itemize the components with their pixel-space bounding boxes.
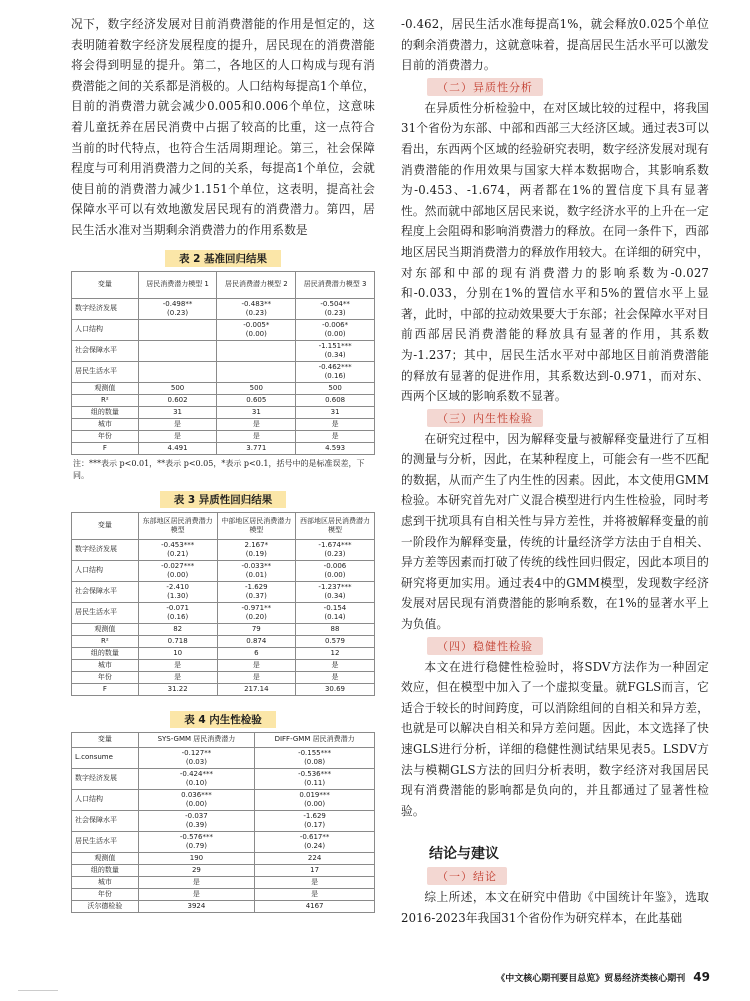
table-row [72, 683, 375, 695]
table-cell [138, 831, 255, 852]
standard-error: (0.00) [245, 329, 267, 338]
table-cell-variable: 人口结构 [72, 789, 139, 810]
standard-error: (0.00) [185, 799, 207, 808]
table-cell-variable: 居民生活水平 [72, 361, 139, 382]
table-cell: 是 [296, 430, 375, 442]
standard-error: (0.23) [324, 549, 346, 558]
table-row [72, 768, 375, 789]
table-cell [217, 340, 296, 361]
table-2 [71, 271, 375, 455]
table-cell [217, 319, 296, 340]
coefficient: -1.151*** [318, 341, 352, 350]
table-cell-variable: 沃尔德检验 [72, 900, 139, 912]
coefficient [142, 363, 214, 372]
table-cell-variable: R² [72, 635, 139, 647]
table-cell [138, 747, 255, 768]
table-3-title: 表 3 异质性回归结果 [160, 491, 287, 508]
coefficient: -1.629 [303, 811, 326, 820]
table-cell [138, 539, 217, 560]
table-header-row [72, 271, 375, 298]
table-header-cell: 变量 [72, 271, 139, 298]
table-cell: 88 [295, 623, 374, 635]
coefficient: -0.576*** [179, 832, 213, 841]
table-cell: 是 [217, 430, 296, 442]
table-row [72, 900, 375, 912]
standard-error: (0.08) [304, 757, 326, 766]
table-header-cell: 变量 [72, 732, 139, 747]
table-row [72, 876, 375, 888]
table-3-body [72, 539, 375, 695]
table-3-title-wrap [71, 488, 375, 508]
table-cell: 0.579 [295, 635, 374, 647]
table-cell: 6 [217, 647, 295, 659]
table-cell-variable: 数字经济发展 [72, 539, 139, 560]
table-cell-variable: 人口结构 [72, 560, 139, 581]
table-3 [71, 512, 375, 696]
table-row [72, 635, 375, 647]
table-cell: 31 [296, 406, 375, 418]
coefficient: -0.617** [299, 832, 330, 841]
table-cell-variable: 社会保障水平 [72, 810, 139, 831]
table-cell-variable: 城市 [72, 876, 139, 888]
standard-error: (0.16) [167, 612, 189, 621]
table-cell: 是 [296, 418, 375, 430]
coefficient: 2.167* [244, 540, 269, 549]
standard-error: (0.19) [245, 549, 267, 558]
table-cell [296, 298, 375, 319]
table-cell: 0.605 [217, 394, 296, 406]
table-header-cell: 中部地区居民消费潜力模型 [217, 512, 295, 539]
table-2-title-wrap [71, 247, 375, 267]
standard-error: (0.00) [324, 570, 346, 579]
table-cell: 79 [217, 623, 295, 635]
table-cell: 31 [217, 406, 296, 418]
table-cell [217, 298, 296, 319]
table-cell-variable: L.consume [72, 747, 139, 768]
section-heading-endogeneity: （三）内生性检验 [427, 409, 543, 427]
table-row [72, 319, 375, 340]
table-cell-variable: 社会保障水平 [72, 340, 139, 361]
table-cell-variable: 人口结构 [72, 319, 139, 340]
table-row [72, 581, 375, 602]
standard-error: (0.39) [185, 820, 207, 829]
table-cell: 3.771 [217, 442, 296, 454]
table-cell: 是 [295, 659, 374, 671]
table-cell [138, 810, 255, 831]
table-row [72, 831, 375, 852]
table-header-cell: DIFF-GMM 居民消费潜力 [255, 732, 375, 747]
table-2-title: 表 2 基准回归结果 [165, 250, 281, 267]
right-paragraph-4: 本文在进行稳健性检验时，将SDV方法作为一种固定效应，但在模型中加入了一个虚拟变量。就FGLS而言，它适合于较长的时间跨度，可以消除组间的自相关和异方差，也就是可以解决自相关和异方差问题。因此，本文选择了快速GLS进行分析，详细的稳健性测试结果见表5。LSDV方法与模糊GLS方法的回归分析表明，数字经济对我国居民现有消费潜能的影响都是负向的，并且都通过了显著性检验。 [401, 659, 709, 818]
table-cell: 是 [295, 671, 374, 683]
table-header-cell: 东部地区居民消费潜力模型 [138, 512, 217, 539]
table-cell: 31.22 [138, 683, 217, 695]
table-row [72, 560, 375, 581]
table-cell [138, 602, 217, 623]
table-cell [296, 361, 375, 382]
table-cell [217, 602, 295, 623]
standard-error: (0.23) [167, 308, 189, 317]
table-cell-variable: 数字经济发展 [72, 768, 139, 789]
section-heading-conclusion: （一）结论 [427, 867, 507, 885]
table-header-row [72, 512, 375, 539]
standard-error: (0.21) [167, 549, 189, 558]
table-cell-variable: R² [72, 394, 139, 406]
coefficient: -1.674*** [318, 540, 352, 549]
table-row [72, 852, 375, 864]
coefficient [220, 363, 292, 372]
table-row [72, 747, 375, 768]
table-cell: 是 [255, 888, 375, 900]
coefficient: -0.154 [323, 603, 347, 612]
table-cell [255, 768, 375, 789]
table-cell: 29 [138, 864, 255, 876]
table-cell: 4.593 [296, 442, 375, 454]
section-heading-robustness: （四）稳健性检验 [427, 637, 543, 655]
standard-error: (0.00) [324, 329, 346, 338]
table-cell-variable: 组的数量 [72, 406, 139, 418]
table-header-row [72, 732, 375, 747]
table-cell [217, 581, 295, 602]
table-2-note: 注：***表示 p<0.01，**表示 p<0.05，*表示 p<0.1，括号中的是标准误差，下同。 [73, 458, 365, 480]
table-row [72, 406, 375, 418]
table-cell: 190 [138, 852, 255, 864]
table-cell-variable: 城市 [72, 418, 139, 430]
table-cell: 是 [217, 671, 295, 683]
coefficient: -2.410 [166, 582, 189, 591]
table-row [72, 430, 375, 442]
table-cell: 是 [138, 671, 217, 683]
table-row [72, 623, 375, 635]
table-row [72, 888, 375, 900]
table-cell: 31 [138, 406, 217, 418]
section-heading-heterogeneity: （二）异质性分析 [427, 78, 543, 96]
coefficient: -0.155*** [298, 748, 332, 757]
page-number: 49 [693, 970, 710, 984]
table-cell [296, 340, 375, 361]
table-cell: 0.608 [296, 394, 375, 406]
table-cell-variable: F [72, 683, 139, 695]
table-cell: 12 [295, 647, 374, 659]
standard-error: (0.17) [304, 820, 326, 829]
table-cell [255, 831, 375, 852]
table-cell [255, 789, 375, 810]
standard-error: (0.79) [185, 841, 207, 850]
table-row [72, 671, 375, 683]
table-row [72, 647, 375, 659]
table-cell-variable: 居民生活水平 [72, 831, 139, 852]
table-cell: 0.602 [138, 394, 217, 406]
standard-error [220, 351, 292, 360]
standard-error: (0.01) [245, 570, 267, 579]
table-cell [138, 581, 217, 602]
table-cell-variable: 年份 [72, 671, 139, 683]
table-cell: 82 [138, 623, 217, 635]
table-header-cell: SYS-GMM 居民消费潜力 [138, 732, 255, 747]
table-row [72, 394, 375, 406]
standard-error [142, 351, 214, 360]
standard-error: (0.34) [324, 350, 346, 359]
coefficient [142, 321, 214, 330]
table-4 [71, 732, 375, 913]
coefficient: -0.424*** [179, 769, 213, 778]
standard-error: (0.00) [304, 799, 326, 808]
corner-rule [18, 990, 58, 1001]
coefficient: -0.504** [320, 299, 350, 308]
table-cell-variable: 组的数量 [72, 864, 139, 876]
right-paragraph-2: 在异质性分析检验中，在对区域比较的过程中，将我国31个省份为东部、中部和西部三大经济区域。通过表3可以看出，东西两个区域的经验研究表明，数字经济发展对现有消费潜能的作用效果与国家大样本数据吻合，其影响系数为-0.453、-1.674，两者都在1%的置信度下具有显著性。然而就中部地区居民来说，数字经济水平的上升在一定程度上会阻碍和影响消费潜力的释放。在同一条件下，西部地区居民当期消费潜力的释放作用较大。在详细的研究中，对东部和中部的现有消费潜力的影响系数为-0.027和-0.033，分别在1%的置信水平和5%的置信水平上显著，此时，中部的拉动效果要大于东部；社会保障水平对目前西部居民消费潜能的释放具有显著的作用，其系数为-1.237；其中，居民生活水平对中部地区目前消费潜能的释放有显著的促进作用，其系数达到-0.971，而对东、西两个区域的影响系数不显著。 [401, 100, 709, 404]
standard-error: (0.03) [185, 757, 207, 766]
table-cell: 是 [217, 659, 295, 671]
table-row [72, 298, 375, 319]
table-cell [255, 747, 375, 768]
table-cell-variable: 城市 [72, 659, 139, 671]
coefficient: -0.071 [166, 603, 189, 612]
standard-error: (0.24) [304, 841, 326, 850]
right-paragraph-5: 综上所述，本文在研究中借助《中国统计年鉴》，选取2016-2023年我国31个省份作为研究样本，在此基础 [401, 890, 709, 925]
table-cell-variable: 年份 [72, 888, 139, 900]
coefficient: 0.036*** [181, 790, 212, 799]
table-row [72, 418, 375, 430]
table-cell-variable: 居民生活水平 [72, 602, 139, 623]
table-cell [138, 789, 255, 810]
table-cell: 是 [138, 430, 217, 442]
table-cell-variable: 观测值 [72, 852, 139, 864]
table-cell [217, 539, 295, 560]
table-cell: 是 [138, 888, 255, 900]
table-4-title-wrap [71, 708, 375, 728]
coefficient: -0.536*** [298, 769, 332, 778]
coefficient: -0.127** [181, 748, 212, 757]
table-row [72, 539, 375, 560]
table-cell: 217.14 [217, 683, 295, 695]
table-2-body [72, 298, 375, 454]
table-cell [138, 319, 217, 340]
table-cell: 是 [138, 418, 217, 430]
table-cell [138, 298, 217, 319]
page-footer [420, 970, 710, 984]
standard-error: (0.23) [245, 308, 267, 317]
standard-error [220, 372, 292, 381]
coefficient: -0.483** [241, 299, 272, 308]
table-cell: 224 [255, 852, 375, 864]
table-cell-variable: 年份 [72, 430, 139, 442]
table-cell [138, 560, 217, 581]
table-cell: 17 [255, 864, 375, 876]
standard-error: (0.00) [167, 570, 189, 579]
right-paragraph-3: 在研究过程中，因为解释变量与被解释变量进行了互相的测量与分析，因此，在某种程度上，可能会有一些不匹配的数据，从而产生了内生性的因素。因此，本文使用GMM检验。本研究首先对广义混合模型进行内生性检验，同时考虑到干扰项具有自相关性与异方差性，并将被解释变量的前一阶段作为解释变量，传统的计量经济学方法由于自相关、异方差等因素而打破了传统的线性回归假定，因此本项目的研究将更加实用。通过表4中的GMM模型，发现数字经济发展对居民现有消费潜能的影响系数，在1%的显著水平上为负值。 [401, 431, 709, 632]
standard-error [142, 330, 214, 339]
coefficient: -0.027*** [161, 561, 195, 570]
table-cell-variable: 组的数量 [72, 647, 139, 659]
table-cell-variable: F [72, 442, 139, 454]
coefficient: -0.462*** [318, 362, 352, 371]
table-cell [138, 768, 255, 789]
coefficient: -1.237*** [318, 582, 352, 591]
coefficient: -0.006 [323, 561, 347, 570]
standard-error [142, 372, 214, 381]
table-cell: 是 [255, 876, 375, 888]
table-cell: 4.491 [138, 442, 217, 454]
table-header-cell: 西部地区居民消费潜力模型 [295, 512, 374, 539]
coefficient: -0.033** [241, 561, 272, 570]
table-row [72, 602, 375, 623]
table-cell [295, 539, 374, 560]
table-cell-variable: 观测值 [72, 623, 139, 635]
table-cell: 3924 [138, 900, 255, 912]
right-column [401, 14, 709, 929]
journal-name: 《中文核心期刊要目总览》贸易经济类核心期刊 [496, 974, 686, 984]
table-cell: 0.874 [217, 635, 295, 647]
coefficient: -0.453*** [161, 540, 195, 549]
table-cell: 0.718 [138, 635, 217, 647]
table-cell-variable: 观测值 [72, 382, 139, 394]
table-row [72, 864, 375, 876]
table-cell [295, 602, 374, 623]
standard-error: (0.23) [324, 308, 346, 317]
coefficient [142, 342, 214, 351]
table-cell: 是 [217, 418, 296, 430]
table-header-cell: 居民消费潜力模型 3 [296, 271, 375, 298]
table-row [72, 659, 375, 671]
standard-error: (0.10) [185, 778, 207, 787]
table-row [72, 810, 375, 831]
table-cell: 500 [296, 382, 375, 394]
table-cell: 10 [138, 647, 217, 659]
table-cell: 是 [138, 659, 217, 671]
table-cell: 30.69 [295, 683, 374, 695]
table-cell [295, 560, 374, 581]
table-row [72, 361, 375, 382]
table-cell [255, 810, 375, 831]
table-cell-variable: 社会保障水平 [72, 581, 139, 602]
table-4-title: 表 4 内生性检验 [170, 711, 276, 728]
coefficient: -0.971** [241, 603, 272, 612]
standard-error: (0.37) [245, 591, 267, 600]
table-cell: 4167 [255, 900, 375, 912]
table-cell-variable: 数字经济发展 [72, 298, 139, 319]
standard-error: (0.34) [324, 591, 346, 600]
standard-error: (0.14) [324, 612, 346, 621]
coefficient: -0.498** [162, 299, 193, 308]
table-header-cell: 变量 [72, 512, 139, 539]
table-cell [217, 361, 296, 382]
table-cell: 500 [217, 382, 296, 394]
table-header-cell: 居民消费潜力模型 2 [217, 271, 296, 298]
standard-error: (0.20) [245, 612, 267, 621]
table-row [72, 442, 375, 454]
coefficient: 0.019*** [299, 790, 330, 799]
right-paragraph-1: -0.462，居民生活水准每提高1%，就会释放0.025个单位的剩余消费潜力，这就意味着，提高居民生活水平可以激发目前的消费潜力。 [401, 17, 709, 73]
table-row [72, 789, 375, 810]
standard-error: (1.30) [167, 591, 189, 600]
table-header-cell: 居民消费潜力模型 1 [138, 271, 217, 298]
table-row [72, 340, 375, 361]
coefficient: -1.629 [245, 582, 268, 591]
table-cell [295, 581, 374, 602]
coefficient: -0.005* [243, 320, 270, 329]
standard-error: (0.16) [324, 371, 346, 380]
table-cell [296, 319, 375, 340]
table-cell: 500 [138, 382, 217, 394]
coefficient: -0.037 [185, 811, 208, 820]
coefficient: -0.006* [322, 320, 349, 329]
left-paragraph-1: 况下，数字经济发展对目前消费潜能的作用是恒定的，这表明随着数字经济发展程度的提升，居民现在的消费潜能将会得到明显的提升。第二，各地区的人口构成与现有消费潜能之间的关系都是消极的。人口结构每提高1个单位，目前的消费潜力就会减少0.005和0.006个单位，这意味着儿童抚养在居民消费中占据了较高的比重，这一点符合当前的时代特点，也符合生活周期理论。第三，社会保障程度与可利用消费潜力之间的关系，每提高1个单位，会就使目前的消费潜力减少1.151个单位，这表明，提高社会保障水平可以有效地激发居民现有的消费潜力。第四，居民生活水准对当期剩余消费潜力的作用系数是 [71, 17, 375, 237]
table-row [72, 382, 375, 394]
table-4-body [72, 747, 375, 912]
table-cell [138, 340, 217, 361]
coefficient [220, 342, 292, 351]
left-column [71, 14, 375, 913]
table-cell: 是 [138, 876, 255, 888]
table-cell [138, 361, 217, 382]
conclusion-heading: 结论与建议 [429, 846, 499, 863]
table-cell [217, 560, 295, 581]
standard-error: (0.11) [304, 778, 326, 787]
